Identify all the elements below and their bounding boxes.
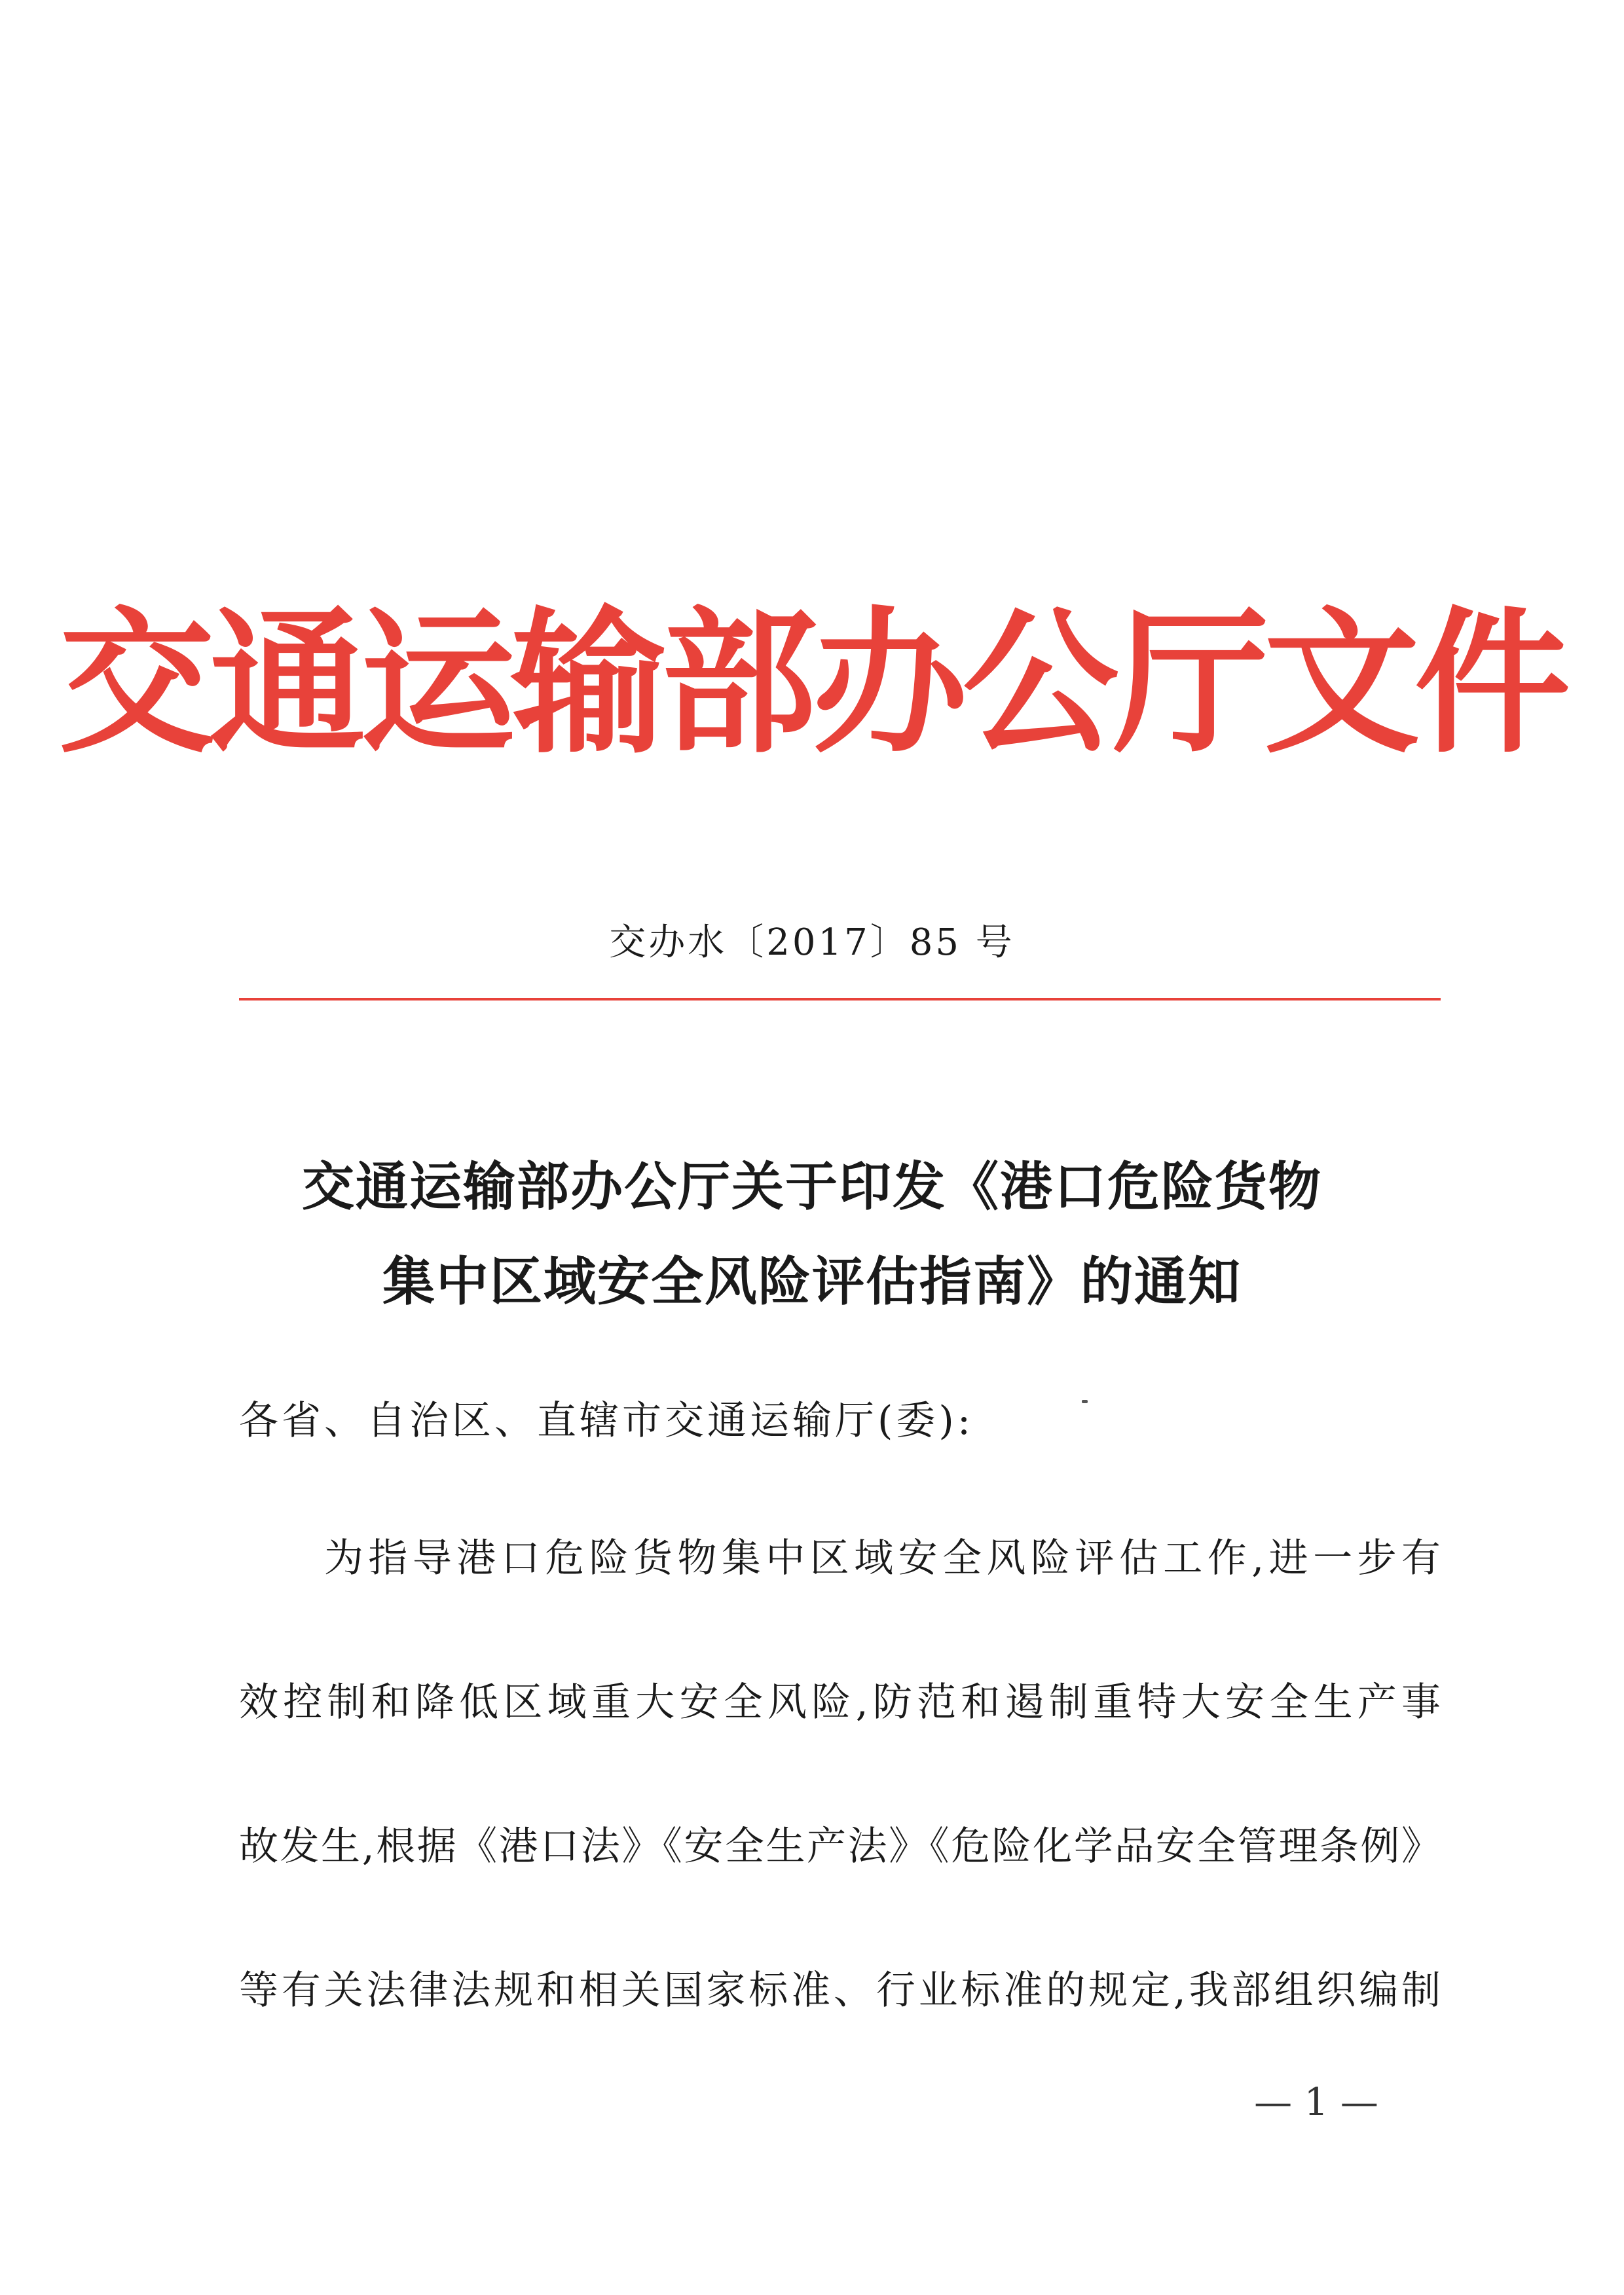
notice-title (0, 1139, 1624, 1329)
page-number: — 1 — (1254, 2080, 1378, 2124)
body-paragraph (239, 1532, 1441, 2108)
body-line: 效控制和降低区域重大安全风险,防范和遏制重特大安全生产事 (239, 1680, 1441, 1725)
body-line: 为指导港口危险货物集中区域安全风险评估工作,进一步有 (324, 1535, 1441, 1581)
salutation: 各省、自治区、直辖市交通运输厅(委): (239, 1398, 974, 1444)
body-line: 等有关法律法规和相关国家标准、行业标准的规定,我部组织编制 (239, 1968, 1441, 2013)
document-number: 交办水〔2017〕85 号 (609, 921, 1015, 964)
notice-title-line-1: 交通运输部办公厅关于印发《港口危险货物 (302, 1156, 1322, 1217)
red-divider-line (239, 998, 1441, 1001)
masthead-title: 交通运输部办公厅文件 (59, 593, 1565, 775)
notice-title-line-2: 集中区域安全风险评估指南》的通知 (382, 1251, 1242, 1312)
body-line: 故发生,根据《港口法》《安全生产法》《危险化学品安全管理条例》 (239, 1824, 1441, 1869)
